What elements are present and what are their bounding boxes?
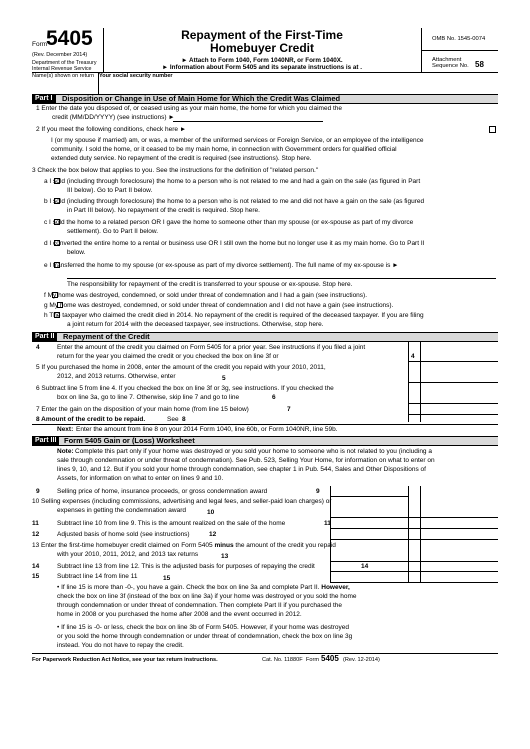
note-text1: Complete this part only if your home was destroyed or you sold your home to someone who is not related to you (including a <box>75 448 432 455</box>
line5-text: 5 If you purchased the home in 2008, enter the amount of the credit you repaid with your 2010, 2011, <box>36 364 326 371</box>
line11-text: Subtract line 10 from line 9. This is the amount realized on the sale of the home <box>57 520 286 527</box>
line15-box-number: 15 <box>163 575 171 582</box>
line3e-text: e I transferred the home to my spouse (or ex-spouse as part of my divorce settlement). The full name of my ex-spouse is ► <box>44 262 399 269</box>
line11-number: 11 <box>32 520 39 527</box>
line3g-text: g My home was destroyed, condemned, or sold under threat of condemnation and I did not have a gain (see instructions). <box>44 302 394 309</box>
footer-form-number: 5405 <box>321 654 339 663</box>
line4-text-cont: return for the year you claimed the credit or you checked the box on line 3f or <box>57 353 279 360</box>
footer-cat-number: Cat. No. 11880F <box>262 657 303 663</box>
line10-number: 10 <box>207 509 215 516</box>
line8-number: 8 <box>182 416 186 423</box>
line14-number: 14 <box>32 563 40 570</box>
attach-instruction: ► Attach to Form 1040, Form 1040NR, or Form 1040X. <box>181 57 343 64</box>
line5-text-cont: 2012, and 2013 returns. Otherwise, enter <box>57 373 176 380</box>
form-title-line1: Repayment of the First-Time <box>181 28 343 42</box>
line2-desc3: extended duty service. No repayment of the credit is required (see instructions). Stop here. <box>51 155 312 162</box>
line15-para2-line1: • If line 15 is -0- or less, check the box on line 3b of Form 5405. However, if your home was destroyed <box>57 624 350 631</box>
part3-title: Form 5405 Gain or (Loss) Worksheet <box>64 436 195 445</box>
line9-number: 9 <box>36 488 40 495</box>
sequence-label: Sequence No. <box>432 63 469 69</box>
line3b-text: b I sold (including through foreclosure) the home to a person who is not related to me and did not have a gain on the sale (as figured <box>44 198 425 205</box>
ssn-label: Your social security number <box>99 73 173 79</box>
line15-number: 15 <box>32 573 40 580</box>
line15-para2-line2: or you sold the home through condemnation or under threat of condemnation, check the box on line 3g <box>57 633 353 640</box>
line12-number: 12 <box>32 531 40 538</box>
line10-text: 10 Selling expenses (including commissions, advertising and legal fees, and seller-paid loan charges) or <box>32 498 332 505</box>
part1-tag: Part I <box>32 94 56 104</box>
line15-para1-text: • If line 15 is more than -0-, you have a gain. Check the box on line 3a and complete Part II. <box>57 584 320 591</box>
attachment-label: Attachment <box>432 57 462 63</box>
note-label: Note: <box>57 448 74 455</box>
line3a-text: a I sold (including through foreclosure) the home to a person who is not related to me and had a gain on the sale (as figured in Part <box>44 178 421 185</box>
line3h-text-cont: a joint return for 2014 with the deceased taxpayer, see instructions. Otherwise, stop here. <box>67 321 324 328</box>
line9-box-number: 9 <box>316 488 320 495</box>
line14-box-number: 14 <box>361 563 369 570</box>
line3c-text-cont: settlement). Go to Part II below. <box>67 228 159 235</box>
line12-box-number: 12 <box>209 531 217 538</box>
line1-text: 1 Enter the date you disposed of, or ceased using as your main home, the home for which you claimed the <box>36 105 343 112</box>
line15-para1-line4: home in 2008 or you purchased the home after 2008 and the event occurred in 2012. <box>57 611 302 618</box>
line3d-text-cont: below. <box>67 249 86 256</box>
line3-text: 3 Check the box below that applies to you. See the instructions for the definition of "related person." <box>32 167 319 174</box>
line2-text: 2 If you meet the following conditions, check here ► <box>36 126 187 133</box>
line13-number: 13 <box>221 553 229 560</box>
line3a-text-cont: III below). Go to Part II below. <box>67 187 153 194</box>
part2-title: Repayment of the Credit <box>63 332 150 341</box>
name-field[interactable] <box>32 80 96 93</box>
ssn-field[interactable] <box>100 80 496 93</box>
sequence-number: 58 <box>475 60 484 69</box>
line3f-text: f My home was destroyed, condemned, or sold under threat of condemnation and I had a gain (see instructions). <box>44 292 368 299</box>
line13-minus: minus <box>214 542 234 549</box>
line7-number: 7 <box>287 406 291 413</box>
line5-number: 5 <box>222 375 226 382</box>
line12-text: Adjusted basis of home sold (see instructions) <box>57 531 190 538</box>
irs-label: Internal Revenue Service <box>32 66 92 72</box>
department: Department of the Treasury <box>32 60 97 66</box>
note-text2: sale through condemnation or under threat of condemnation). See Pub. 523, Selling Your Home, for information on what to enter on <box>57 457 435 464</box>
line3c-text: c I sold the home to a related person OR I gave the home to someone other than my spouse (or ex-spouse as part of my divorce <box>44 219 414 226</box>
line3b-text-cont: in Part III below). No repayment of the credit is required. Stop here. <box>67 207 260 214</box>
line2-checkbox[interactable] <box>489 126 496 133</box>
line11-box-number: 11 <box>324 520 331 527</box>
part2-tag: Part II <box>32 332 57 342</box>
note-text4: Assets, for information on what to enter on lines 9 and 10. <box>57 475 224 482</box>
line3d-text: d I converted the entire home to a rental or business use OR I still own the home but no longer use it as my main home. Go to Part II <box>44 240 425 247</box>
line15-para2-line3: instead. You do not have to repay the credit. <box>57 642 184 649</box>
next-label: Next: <box>57 426 74 433</box>
line9-amount-field[interactable] <box>331 487 407 496</box>
line15-however: However, <box>321 584 350 591</box>
revision-date: (Rev. December 2014) <box>32 52 88 58</box>
line15-text: Subtract line 14 from line 11 <box>57 573 138 580</box>
line2-desc2: community. I sold the home, or it ceased to be my main home, in connection with Government orders for qualified official <box>51 146 397 153</box>
line3e-note: The responsibility for repayment of the credit is transferred to your spouse or ex-spouse. Stop here. <box>67 281 353 288</box>
line15-para1-line2: check the box on line 3f (instead of the box on line 3a) if your home was destroyed or you sold the home <box>57 593 357 600</box>
line13-text-c: the amount of the credit you repaid <box>235 542 336 549</box>
form-title-line2: Homebuyer Credit <box>209 41 315 55</box>
line6-text-cont: box on line 3a, go to line 7. Otherwise, skip line 7 and go to line <box>57 394 240 401</box>
line3h-text: h The taxpayer who claimed the credit died in 2014. No repayment of the credit is required of the deceased taxpayer. If you are filing <box>44 312 424 319</box>
part1-title: Disposition or Change in Use of Main Home for Which the Credit Was Claimed <box>62 94 341 103</box>
line10-text-cont: expenses in getting the condemnation award <box>57 507 187 514</box>
omb-number: OMB No. 1545-0074 <box>432 36 486 42</box>
line13-text <box>32 542 336 550</box>
form-number: 5405 <box>46 27 93 50</box>
name-label: Name(s) shown on return <box>32 73 95 79</box>
line15-para1-line3: through condemnation or under threat of condemnation. Then complete Part II if you purchased the <box>57 602 342 609</box>
part3-tag: Part III <box>32 436 59 446</box>
ex-spouse-name-field[interactable] <box>67 278 496 279</box>
line4-number: 4 <box>36 344 40 351</box>
next-text: Enter the amount from line 8 on your 2014 Form 1040, line 60b, or Form 1040NR, line 59b. <box>76 426 338 433</box>
info-instruction: ► Information about Form 5405 and its separate instructions is at . <box>161 64 363 71</box>
line4-amount-field[interactable] <box>421 343 497 361</box>
footer-revision: (Rev. 12-2014) <box>343 657 380 663</box>
line9-text: Selling price of home, insurance proceeds, or gross condemnation award <box>57 488 268 495</box>
line8-see: See <box>167 416 179 423</box>
line1-text-cont: credit (MM/DD/YYYY) (see instructions) ► <box>52 114 175 121</box>
line15-para1-line1 <box>57 584 350 592</box>
line2-desc1: I (or my spouse if married) am, or was, a member of the uniformed services or Foreign Service, or an employee of the intelligence <box>51 137 424 144</box>
line4-text: Enter the amount of the credit you claimed on Form 5405 for a prior year. See instructions if you filed a joint <box>57 344 366 351</box>
line14-text: Subtract line 13 from line 12. This is the adjusted basis for purposes of repaying the credit <box>57 563 315 570</box>
footer-paperwork-notice: For Paperwork Reduction Act Notice, see your tax return instructions. <box>32 657 218 663</box>
note-text3: lines 9, 10, and 12. But if you sold your home through condemnation, see chapter 1 in Pub. 544, Sales and Other Dispositions of <box>57 466 426 473</box>
line13-text-cont: with your 2010, 2011, 2012, and 2013 tax returns <box>57 551 199 558</box>
line6-text: 6 Subtract line 5 from line 4. If you checked the box on line 3f or 3g, see instructions. If you checked the <box>36 385 334 392</box>
line7-text: 7 Enter the gain on the disposition of your main home (from line 15 below) <box>36 406 249 413</box>
line1-date-field[interactable] <box>173 121 323 122</box>
line13-text-a: 13 Enter the first-time homebuyer credit claimed on Form 5405 <box>32 542 213 549</box>
form-word: Form <box>32 41 48 48</box>
line8-text: 8 Amount of the credit to be repaid. <box>36 416 146 423</box>
line4-box-number: 4 <box>411 353 415 360</box>
footer-form-word: Form <box>306 657 320 663</box>
line6-number: 6 <box>272 394 276 401</box>
